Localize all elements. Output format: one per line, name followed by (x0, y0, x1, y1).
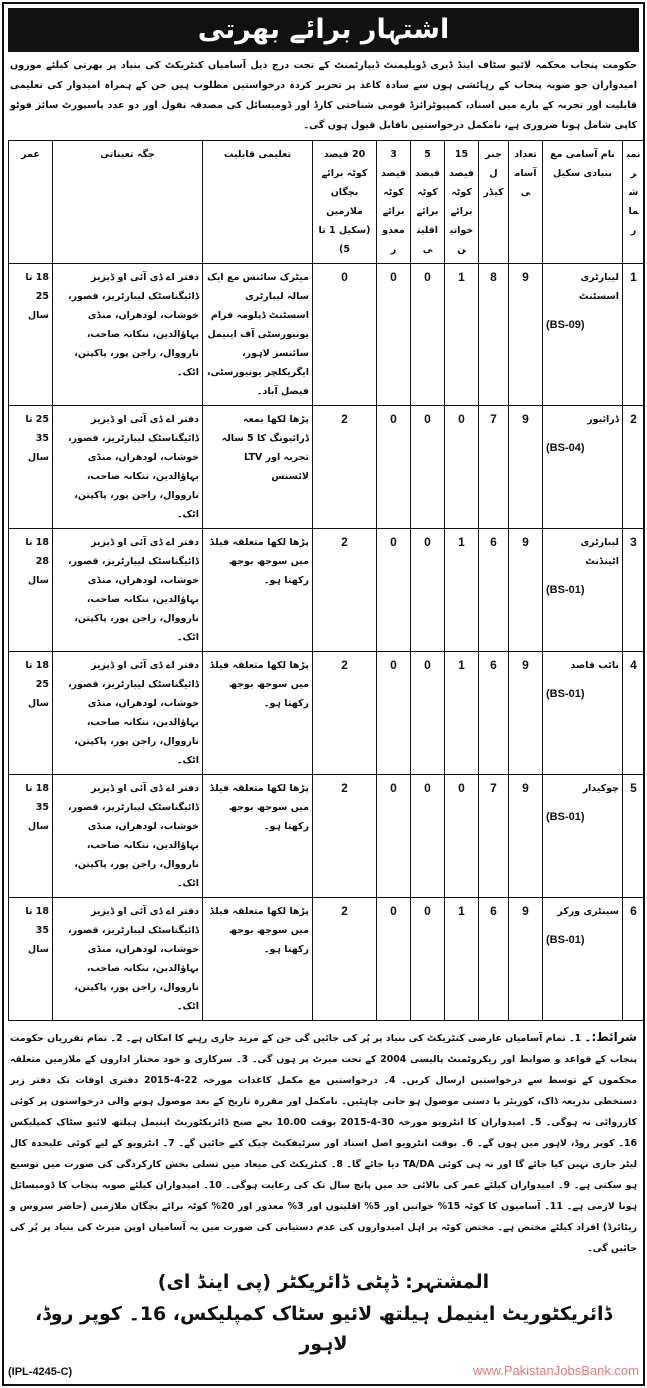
cell-total: 9 (509, 529, 543, 652)
cell-posting: دفتر اے ڈی آئی او ڈیزیز ڈائیگناسٹک لیبارٹریز، قصور، خوشاب، لودھراں، منڈی بہاؤالدین، ننکانہ صاحب، نارووال، راجن پور، پاکپتن، اٹک۔ (53, 898, 203, 1021)
post-name: نائب قاصد (570, 660, 619, 671)
cell-disabled: 0 (377, 775, 411, 898)
table-row (9, 264, 645, 406)
header-minority: 5 فیصد کوٹہ برائے اقلیتی (411, 141, 445, 264)
cell-total: 9 (509, 264, 543, 406)
watermark: www.PakistanJobsBank.com (472, 1363, 639, 1378)
cell-posting: دفتر اے ڈی آئی او ڈیزیز ڈائیگناسٹک لیبارٹریز، قصور، خوشاب، لودھراں، منڈی بہاؤالدین، ننکانہ صاحب، نارووال، راجن پور، پاکپتن، اٹک۔ (53, 264, 203, 406)
table-row (9, 652, 645, 775)
cell-name (543, 898, 623, 1021)
cell-posting: دفتر اے ڈی آئی او ڈیزیز ڈائیگناسٹک لیبارٹریز، قصور، خوشاب، لودھراں، منڈی بہاؤالدین، ننکانہ صاحب، نارووال، راجن پور، پاکپتن، اٹک۔ (53, 529, 203, 652)
cell-general: 6 (479, 898, 509, 1021)
header-qualification: تعلیمی قابلیت (203, 141, 313, 264)
terms-label: شرائط:۔ (584, 1030, 637, 1044)
cell-women: 0 (445, 775, 479, 898)
cell-age: 18 تا 25 سال (9, 264, 53, 406)
cell-qualification: پڑھا لکھا متعلقہ فیلڈ میں سوجھ بوجھ رکھتا ہو۔ (203, 775, 313, 898)
table-row (9, 406, 645, 529)
post-name: لیبارٹری اسسٹنٹ (578, 272, 619, 302)
header-general: جنرل کیڈر (479, 141, 509, 264)
terms-text: 1۔ تمام آسامیاں عارضی کنٹریکٹ کی بنیاد پر پُر کی جائیں گی جن کے مزید جاری رہنے کا امکان ہے۔ 2۔ تمام تقرریاں حکومت پنجاب کے قواعد و ضوابط اور ریکروٹمنٹ پالیسی 2004 کے تحت میرٹ پر ہوں گی۔ 3۔ سرکاری و خود مختار اداروں کے ملازمین متعلقہ محکموں کے توسط سے درخواستیں ارسال کریں۔ 4۔ درخواستیں مع مکمل کاغذات مورخہ 22-4-2015 دفتری اوقات تک دفتر زیر دستخطی بذریعہ ڈاک، کوریئر یا دستی موصول ہو جانی چاہئیں۔ نامکمل اور مقررہ تاریخ کے بعد موصول ہونے والی درخواستوں پر کوئی کارروائی نہ ہوگی۔ 5۔ امیدواران کا انٹرویو مورخہ 30-4-2015 بوقت 10.00 بجے صبح ڈائریکٹوریٹ اینیمل ہیلتھ لائیو سٹاک کمپلیکس 16۔ کوپر روڈ، لاہور میں ہوں گے۔ 6۔ بوقت انٹرویو اصل اسناد اور سرٹیفکیٹ چیک کیے جائیں گے۔ 7۔ انٹرویو کے لیے کوئی علیحدہ کال لیٹر جاری نہیں کیا جائے گا اور نہ ہی کوئی TA/DA دیا جائے گا۔ 8۔ کنٹریکٹ کی میعاد میں تسلی بخش کارکردگی کی صورت میں توسیع ہو سکتی ہے۔ 9۔ امیدواران کیلئے عمر کی بالائی حد میں پانچ سال تک کی رعایت ہوگی۔ 10۔ امیدواران کیلئے صوبہ پنجاب کا ڈومیسائل ہونا لازمی ہے۔ 11۔ آسامیوں کا کوٹہ 15% خواتین اور 5% اقلیتوں اور 3% معذور اور 20% کوٹہ برائے بچگان ملازمین (حاضر سروس و ریٹائرڈ) افراد کیلئے مختص ہے۔ مختص کوٹہ پر اہل امیدواروں کی عدم دستیابی کی صورت میں یہ آسامیاں اوپن میرٹ کی بنیاد پر پُر کی جائیں گی۔ (10, 1033, 638, 1254)
table-row (9, 775, 645, 898)
cell-minority: 0 (411, 775, 445, 898)
cell-women: 1 (445, 652, 479, 775)
cell-age: 25 تا 35 سال (9, 406, 53, 529)
cell-general: 7 (479, 406, 509, 529)
cell-minority: 0 (411, 264, 445, 406)
footer (8, 1363, 639, 1378)
header-post: نام آسامی مع بنیادی سکیل (543, 141, 623, 264)
cell-age: 18 تا 25 سال (9, 652, 53, 775)
cell-no: 3 (623, 529, 645, 652)
cell-name (543, 529, 623, 652)
cell-total: 9 (509, 406, 543, 529)
cell-general: 7 (479, 775, 509, 898)
terms-section (8, 1027, 639, 1259)
cell-qualification: پڑھا لکھا متعلقہ فیلڈ میں سوجھ بوجھ رکھتا ہو۔ (203, 652, 313, 775)
cell-qualification: پڑھا لکھا بمعہ ڈرائیونگ کا 5 سالہ تجربہ اور LTV لائسنس (203, 406, 313, 529)
cell-posting: دفتر اے ڈی آئی او ڈیزیز ڈائیگناسٹک لیبارٹریز، قصور، خوشاب، لودھراں، منڈی بہاؤالدین، ننکانہ صاحب، نارووال، راجن پور، پاکپتن، اٹک۔ (53, 775, 203, 898)
ad-frame (2, 2, 645, 1386)
cell-no: 6 (623, 898, 645, 1021)
cell-age: 18 تا 28 سال (9, 529, 53, 652)
advertiser-address: ڈائریکٹوریٹ اینیمل ہیلتھ لائیو سٹاک کمپلیکس، 16۔ کوپر روڈ، لاہور (35, 1303, 612, 1355)
cell-age: 18 تا 35 سال (9, 898, 53, 1021)
cell-posting: دفتر اے ڈی آئی او ڈیزیز ڈائیگناسٹک لیبارٹریز، قصور، خوشاب، لودھراں، منڈی بہاؤالدین، ننکانہ صاحب، نارووال، راجن پور، پاکپتن، اٹک۔ (53, 652, 203, 775)
cell-women: 0 (445, 406, 479, 529)
header-women: 15 فیصد کوٹہ برائے خواتین (445, 141, 479, 264)
cell-qualification: پڑھا لکھا متعلقہ فیلڈ میں سوجھ بوجھ رکھتا ہو۔ (203, 898, 313, 1021)
cell-disabled: 0 (377, 264, 411, 406)
cell-general: 6 (479, 529, 509, 652)
post-name: لیبارٹری اٹینڈنٹ (580, 537, 619, 567)
reference-code: (IPL-4245-C) (8, 1366, 73, 1378)
cell-children: 2 (313, 652, 377, 775)
pay-scale: (BS-01) (546, 934, 585, 946)
intro-paragraph: حکومت پنجاب محکمہ لائیو سٹاف اینڈ ڈیری ڈویلپمنٹ ڈیپارٹمنٹ کے تحت درج ذیل آسامیاں کنٹریکٹ کی بنیاد پر بھرتی کیلئے موزوں امیدواران جو صوبہ پنجاب کے رہائشی ہوں سے سادہ کاغذ پر تحریر کردہ درخواستیں مطلوب ہیں جن کے ہمراہ امیدوار کی تعلیمی قابلیت اور تجربہ کے بارے میں اسناد، کمپیوٹرائزڈ قومی شناختی کارڈ اور ڈومیسائل کی مصدقہ نقول اور دو عدد پاسپورٹ سائز فوٹو کاپی شامل ہونا ضروری ہے، نامکمل درخواستیں ناقابل قبول ہوں گی۔ (10, 60, 637, 131)
header-posting: جگہ تعیناتی (53, 141, 203, 264)
pay-scale: (BS-04) (546, 442, 585, 454)
post-name: ڈرائیور (587, 414, 619, 425)
cell-children: 2 (313, 898, 377, 1021)
cell-general: 6 (479, 652, 509, 775)
cell-no: 2 (623, 406, 645, 529)
header-children: 20 فیصد کوٹہ برائے بچگان ملازمین (سکیل 1 تا 5) (313, 141, 377, 264)
pay-scale: (BS-01) (546, 584, 585, 596)
ad-title: اشتہار برائے بھرتی (8, 8, 639, 52)
vacancies-table (8, 140, 645, 1021)
cell-no: 1 (623, 264, 645, 406)
cell-no: 5 (623, 775, 645, 898)
cell-qualification: میٹرک سائنس مع ایک سالہ لیبارٹری اسسٹنٹ ڈپلومہ فرام یونیورسٹی آف اینیمل سائنسز لاہور، ایگریکلچر یونیورسٹی، فیصل آباد۔ (203, 264, 313, 406)
advertiser: المشتہر: ڈپٹی ڈائریکٹر (پی اینڈ ای) (157, 1271, 490, 1293)
table-row (9, 529, 645, 652)
cell-disabled: 0 (377, 406, 411, 529)
cell-name (543, 264, 623, 406)
cell-children: 2 (313, 529, 377, 652)
cell-minority: 0 (411, 406, 445, 529)
table-row (9, 898, 645, 1021)
post-name: سینٹری ورکر (557, 906, 619, 917)
pay-scale: (BS-09) (546, 319, 585, 331)
cell-total: 9 (509, 775, 543, 898)
cell-women: 1 (445, 264, 479, 406)
cell-general: 8 (479, 264, 509, 406)
header-disabled: 3 فیصد کوٹہ برائے معذور (377, 141, 411, 264)
header-serial: نمبر شمار (623, 141, 645, 264)
table-header (9, 141, 645, 264)
cell-disabled: 0 (377, 529, 411, 652)
cell-minority: 0 (411, 529, 445, 652)
pay-scale: (BS-01) (546, 811, 585, 823)
cell-name (543, 652, 623, 775)
cell-women: 1 (445, 529, 479, 652)
cell-children: 0 (313, 264, 377, 406)
post-name: چوکیدار (582, 783, 619, 794)
header-total: تعداد آسامی (509, 141, 543, 264)
cell-children: 2 (313, 406, 377, 529)
cell-minority: 0 (411, 652, 445, 775)
cell-total: 9 (509, 652, 543, 775)
header-age: عمر (9, 141, 53, 264)
cell-children: 2 (313, 775, 377, 898)
cell-age: 18 تا 35 سال (9, 775, 53, 898)
cell-name (543, 406, 623, 529)
cell-disabled: 0 (377, 898, 411, 1021)
cell-minority: 0 (411, 898, 445, 1021)
cell-posting: دفتر اے ڈی آئی او ڈیزیز ڈائیگناسٹک لیبارٹریز، قصور، خوشاب، لودھراں، منڈی بہاؤالدین، ننکانہ صاحب، نارووال، راجن پور، پاکپتن، اٹک۔ (53, 406, 203, 529)
cell-qualification: پڑھا لکھا متعلقہ فیلڈ میں سوجھ بوجھ رکھتا ہو۔ (203, 529, 313, 652)
cell-disabled: 0 (377, 652, 411, 775)
pay-scale: (BS-01) (546, 688, 585, 700)
cell-name (543, 775, 623, 898)
cell-no: 4 (623, 652, 645, 775)
cell-total: 9 (509, 898, 543, 1021)
cell-women: 1 (445, 898, 479, 1021)
